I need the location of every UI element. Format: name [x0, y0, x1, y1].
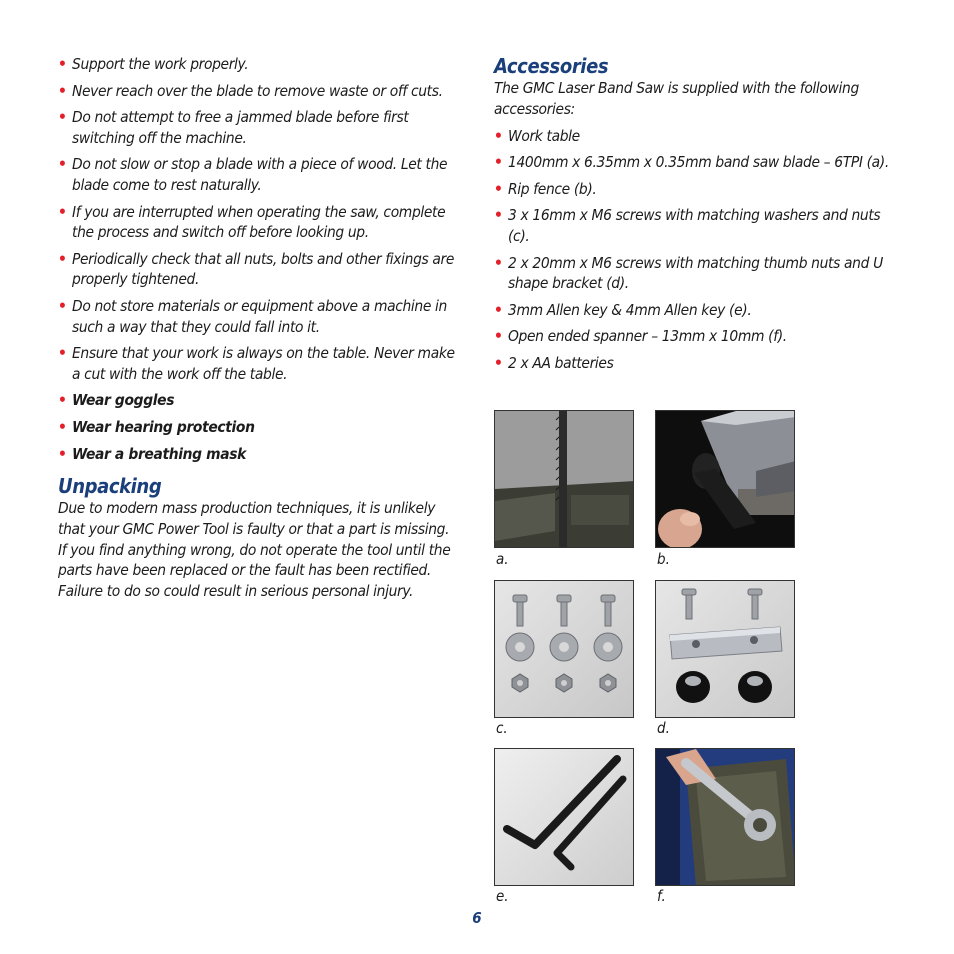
safety-item: • Support the work properly. [58, 55, 249, 73]
unpacking-heading: Unpacking [58, 474, 162, 499]
spanner-photo [655, 748, 795, 886]
safety-item: • Periodically check that all nuts, bolts and other fixings are properly tightened. [58, 249, 455, 289]
accessories-list [494, 126, 894, 374]
accessory-item: • Open ended spanner – 13mm x 10mm (f). [494, 327, 787, 346]
safety-item: • Ensure that your work is always on the table. Never make a cut with the work off the table. [58, 344, 455, 383]
blade-illustration [495, 411, 634, 548]
caption-c: c. [496, 719, 508, 737]
blade-photo [494, 410, 634, 548]
unpacking-body: Due to modern mass production techniques, it is unlikely that your GMC Power Tool is faulty or that a part is missing. If you find anything wrong, do not operate the tool until the parts have been replaced or the fault has been rectified. Failure to do so could result in serious personal injury. [58, 499, 451, 601]
allen-keys-photo [494, 748, 634, 886]
screws-illustration [495, 581, 634, 718]
safety-item-bold: • Wear goggles [58, 391, 175, 410]
safety-item-bold: • Wear hearing protection [58, 417, 255, 436]
safety-item-bold: • Wear a breathing mask [58, 444, 246, 463]
rip-fence-photo [655, 410, 795, 548]
accessories-heading: Accessories [494, 54, 609, 78]
accessories-column [494, 54, 894, 380]
accessory-item: • Work table [494, 126, 580, 145]
accessories-intro: The GMC Laser Band Saw is supplied with the following accessories: [494, 79, 859, 118]
safety-column [58, 54, 458, 602]
safety-list [58, 54, 458, 464]
screws-photo [494, 580, 634, 718]
safety-item: • Never reach over the blade to remove waste or off cuts. [58, 81, 443, 100]
safety-item: • If you are interrupted when operating the saw, complete the process and switch off before looking up. [58, 202, 446, 242]
caption-d: d. [657, 719, 670, 737]
accessory-item: • 3mm Allen key & 4mm Allen key (e). [494, 300, 752, 319]
caption-e: e. [496, 887, 509, 905]
accessory-item: • Rip fence (b). [494, 179, 597, 198]
bracket-photo [655, 580, 795, 718]
caption-a: a. [496, 550, 509, 568]
page-number: 6 [472, 909, 482, 927]
spanner-illustration [656, 749, 795, 886]
accessory-item: • 1400mm x 6.35mm x 0.35mm band saw blade – 6TPI (a). [494, 153, 889, 172]
accessory-item: • 2 x AA batteries [494, 353, 614, 372]
safety-item: • Do not slow or stop a blade with a piece of wood. Let the blade come to rest naturally. [58, 155, 448, 194]
safety-item: • Do not attempt to free a jammed blade before first switching off the machine. [58, 108, 409, 147]
accessory-item: • 2 x 20mm x M6 screws with matching thumb nuts and U shape bracket (d). [494, 253, 883, 293]
accessory-item: • 3 x 16mm x M6 screws with matching washers and nuts (c). [494, 206, 881, 245]
rip-fence-illustration [656, 411, 795, 548]
bracket-illustration [656, 581, 795, 718]
allen-keys-illustration [495, 749, 634, 886]
safety-item: • Do not store materials or equipment above a machine in such a way that they could fall into it. [58, 296, 447, 336]
caption-b: b. [657, 550, 670, 568]
caption-f: f. [657, 887, 666, 905]
